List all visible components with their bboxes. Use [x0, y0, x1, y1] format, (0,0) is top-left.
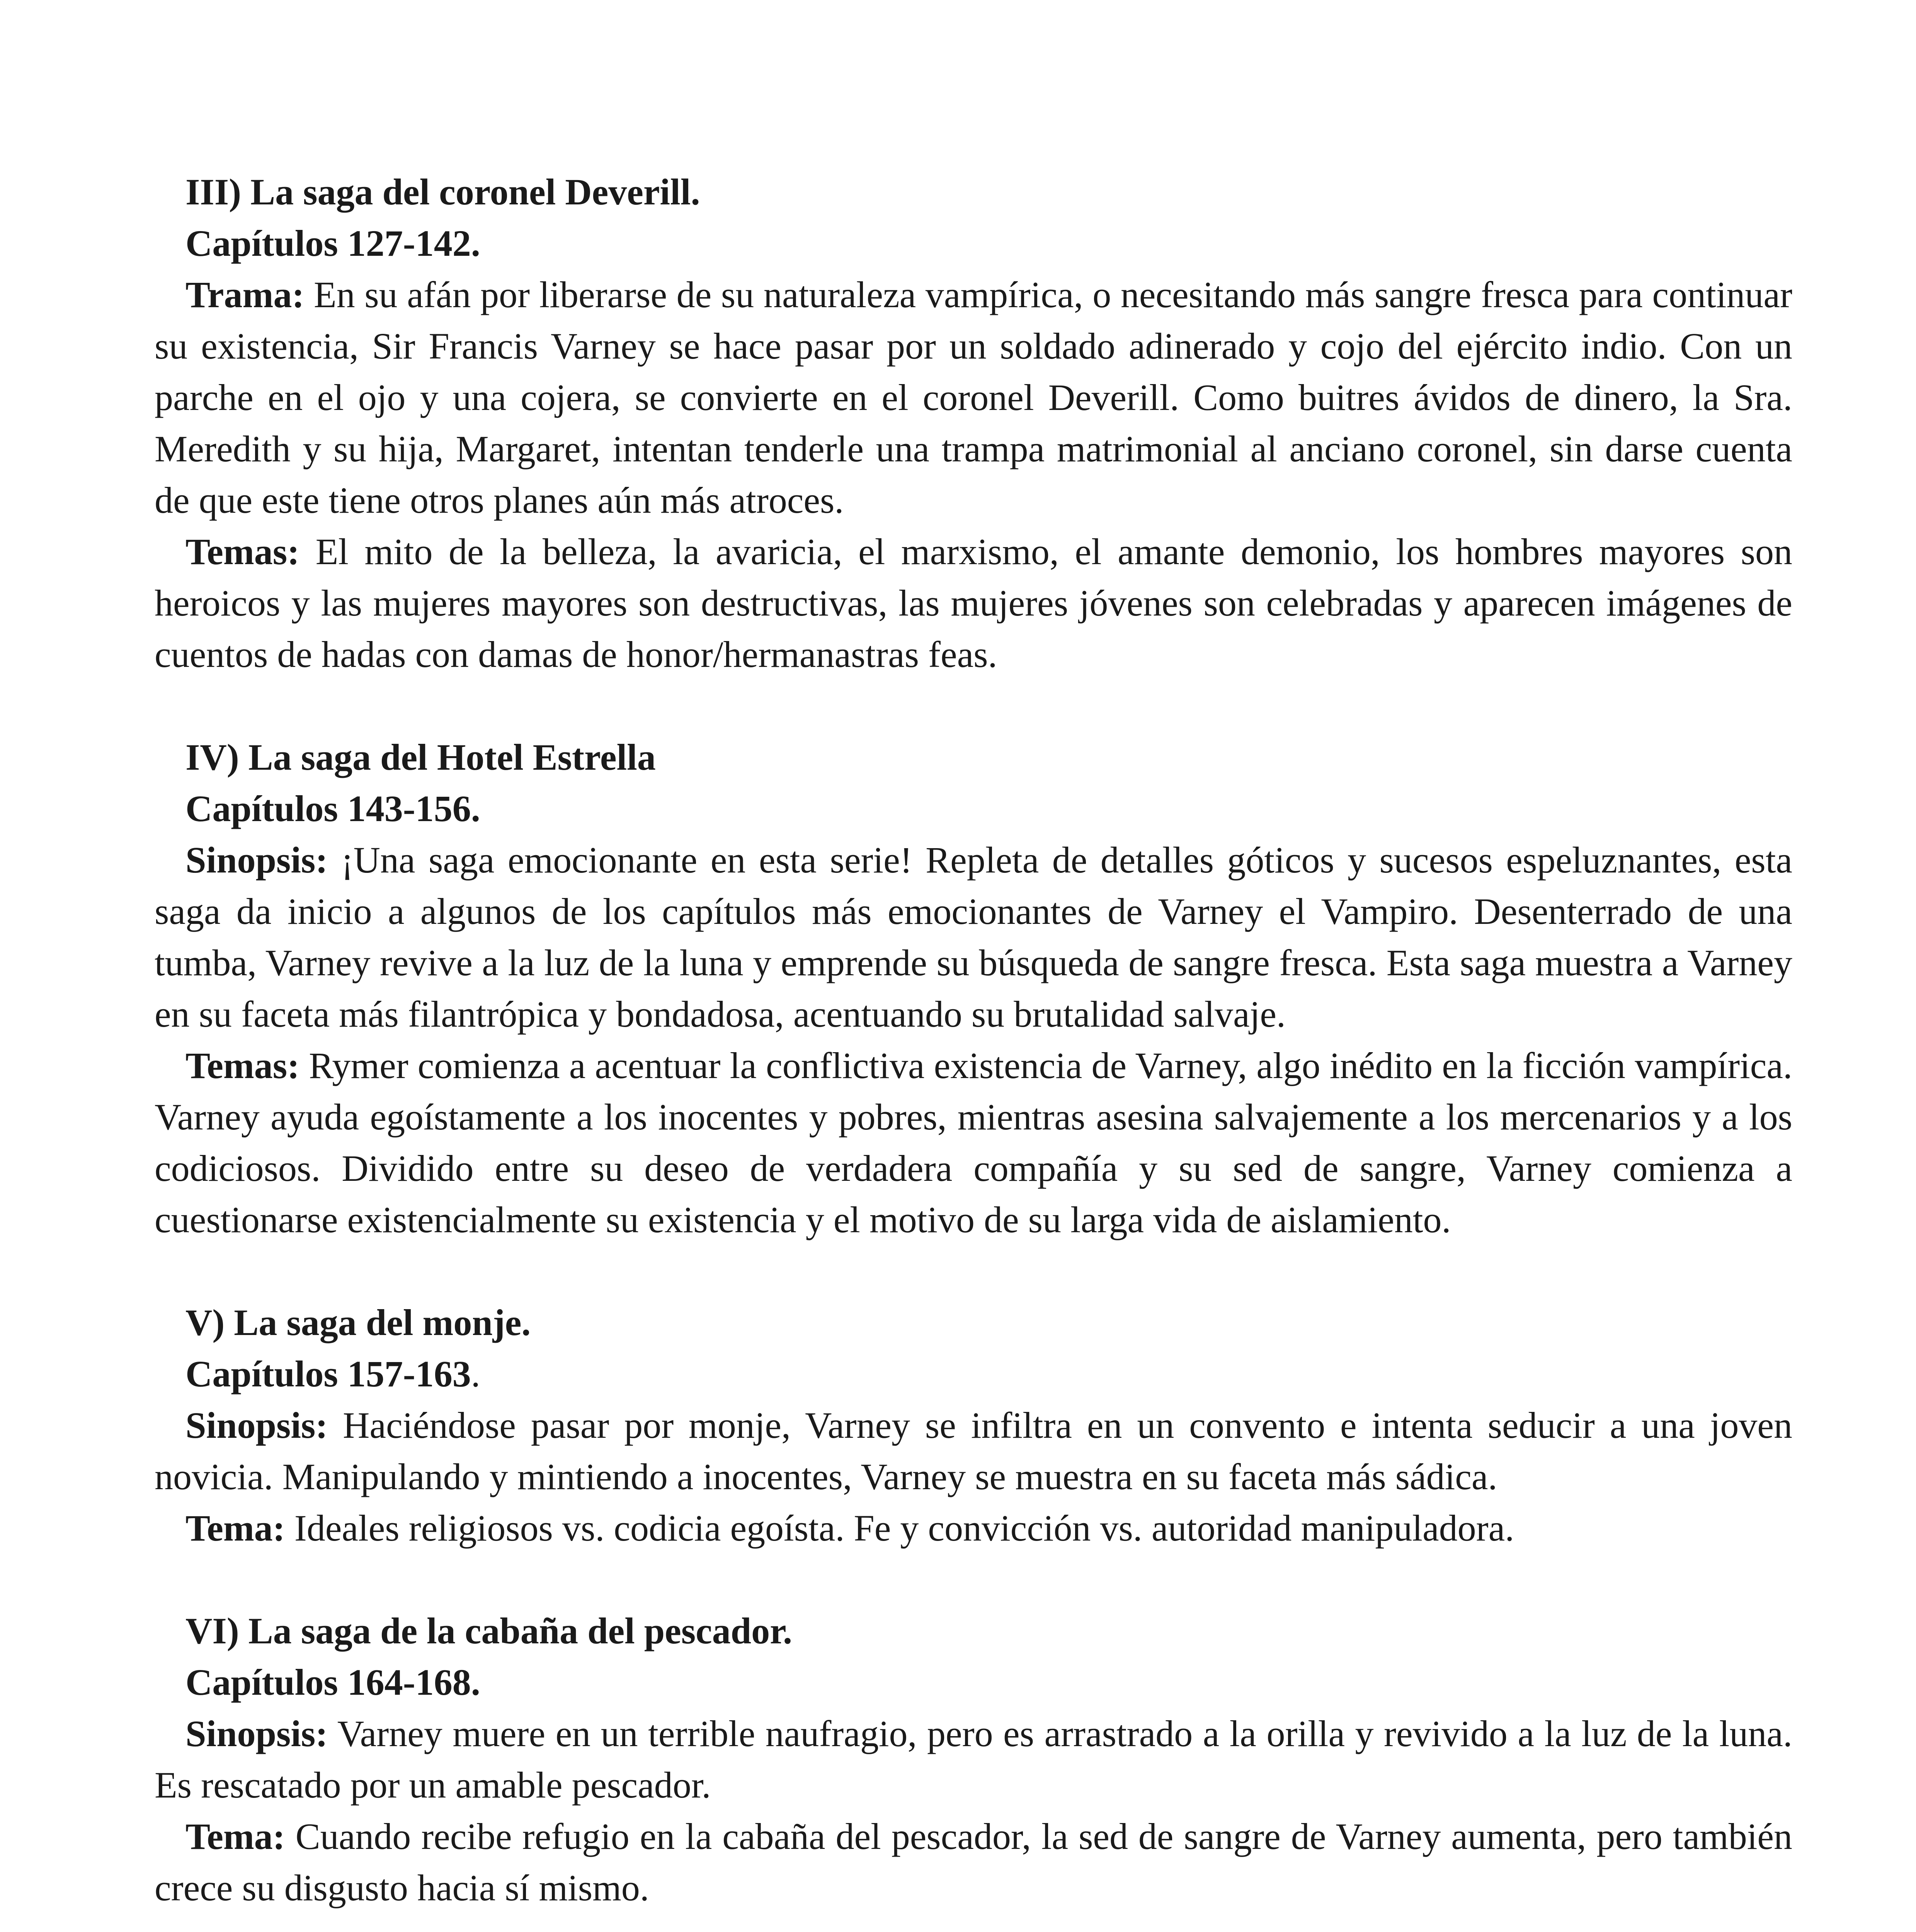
saga-section-monje	[155, 1297, 1792, 1554]
chapters-suffix: .	[471, 1353, 480, 1395]
paragraph-label: Sinopsis:	[185, 1405, 328, 1446]
paragraph-text: Rymer comienza a acentuar la conflictiva existencia de Varney, algo inédito en la ficción vampírica. Varney ayuda egoístamente a los inocentes y pobres, mientras asesina salvajemente a los mercenarios y a los codiciosos. Dividido entre su deseo de verdadera compañía y su sed de sangre, Varney comienza a cuestionarse existencialmente su existencia y el motivo de su larga vida de aislamiento.	[155, 1045, 1792, 1240]
section-chapters: Capítulos 143-156.	[185, 788, 480, 829]
section-chapters: Capítulos 127-142.	[185, 223, 480, 264]
saga-section-deverill	[155, 166, 1792, 680]
synopsis-paragraph	[155, 834, 1792, 1040]
saga-section-hotel-estrella	[155, 731, 1792, 1245]
paragraph-label: Sinopsis:	[185, 839, 328, 881]
section-title: V) La saga del monje.	[185, 1302, 531, 1343]
paragraph-label: Tema:	[185, 1507, 285, 1549]
paragraph-text: El mito de la belleza, la avaricia, el marxismo, el amante demonio, los hombres mayores son heroicos y las mujeres mayores son destructivas, las mujeres jóvenes son celebradas y aparecen imágenes de cuentos de hadas con damas de honor/hermanastras feas.	[155, 531, 1792, 675]
section-title: III) La saga del coronel Deverill.	[185, 171, 700, 213]
paragraph-label: Temas:	[185, 1045, 300, 1086]
synopsis-paragraph	[155, 1400, 1792, 1502]
paragraph-text: En su afán por liberarse de su naturaleza vampírica, o necesitando más sangre fresca para continuar su existencia, Sir Francis Varney se hace pasar por un soldado adinerado y cojo del ejército indio. Con un parche en el ojo y una cojera, se convierte en el coronel Deverill. Como buitres ávidos de dinero, la Sra. Meredith y su hija, Margaret, intentan tenderle una trampa matrimonial al anciano coronel, sin darse cuenta de que este tiene otros planes aún más atroces.	[155, 274, 1792, 521]
paragraph-label: Trama:	[185, 274, 305, 315]
themes-paragraph	[155, 1040, 1792, 1245]
paragraph-text: Haciéndose pasar por monje, Varney se infiltra en un convento e intenta seducir a una joven novicia. Manipulando y mintiendo a inocentes, Varney se muestra en su faceta más sádica.	[155, 1405, 1792, 1497]
synopsis-paragraph	[155, 1708, 1792, 1811]
chapters-text: Capítulos 157-163	[185, 1353, 471, 1395]
paragraph-label: Sinopsis:	[185, 1713, 328, 1754]
paragraph-text: Cuando recibe refugio en la cabaña del pescador, la sed de sangre de Varney aumenta, pero también crece su disgusto hacia sí mismo.	[155, 1816, 1792, 1908]
paragraph-text: ¡Una saga emocionante en esta serie! Repleta de detalles góticos y sucesos espeluznantes, esta saga da inicio a algunos de los capítulos más emocionantes de Varney el Vampiro. Desenterrado de una tumba, Varney revive a la luz de la luna y emprende su búsqueda de sangre fresca. Esta saga muestra a Varney en su faceta más filantrópica y bondadosa, acentuando su brutalidad salvaje.	[155, 839, 1792, 1035]
section-chapters: Capítulos 164-168.	[185, 1662, 480, 1703]
paragraph-label: Temas:	[185, 531, 300, 572]
paragraph-text: Varney muere en un terrible naufragio, pero es arrastrado a la orilla y revivido a la luz de la luna. Es rescatado por un amable pescador.	[155, 1713, 1792, 1806]
section-title: IV) La saga del Hotel Estrella	[185, 736, 656, 778]
plot-paragraph	[155, 269, 1792, 526]
paragraph-text: Ideales religiosos vs. codicia egoísta. Fe y convicción vs. autoridad manipuladora.	[285, 1507, 1514, 1549]
theme-paragraph	[155, 1502, 1792, 1554]
theme-paragraph	[155, 1811, 1792, 1913]
paragraph-label: Tema:	[185, 1816, 285, 1857]
themes-paragraph	[155, 526, 1792, 680]
section-title: VI) La saga de la cabaña del pescador.	[185, 1610, 792, 1651]
section-chapters	[155, 1348, 1792, 1400]
saga-section-cabana-pescador	[155, 1605, 1792, 1913]
